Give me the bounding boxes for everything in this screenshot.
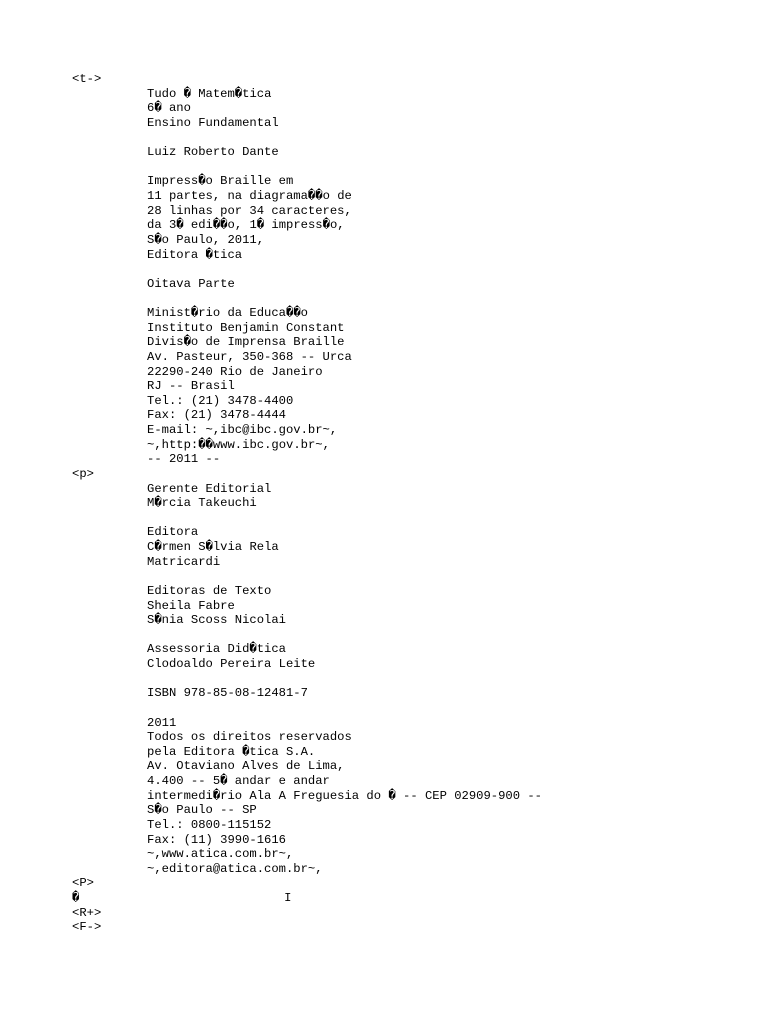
text-line: Av. Pasteur, 350-368 -- Urca (147, 349, 352, 364)
text-line: � I (72, 891, 292, 905)
blank-line (72, 628, 752, 643)
text-line: 22290-240 Rio de Janeiro (147, 364, 323, 379)
text-line: Assessoria Did�tica (147, 642, 286, 657)
blank-line (72, 262, 752, 277)
text-line: <P> (72, 876, 94, 891)
text-line: Editora �tica (147, 247, 243, 262)
text-line: Tudo � Matem�tica (147, 86, 272, 101)
text-line: intermedi�rio Ala A Freguesia do � -- CEP 02909-900 -- (147, 788, 542, 803)
text-line: Fax: (21) 3478-4444 (147, 408, 286, 423)
text-line: -- 2011 -- (147, 452, 221, 467)
text-line: pela Editora �tica S.A. (147, 744, 316, 759)
text-line: S�o Paulo, 2011, (147, 232, 265, 247)
text-line: Sheila Fabre (147, 598, 235, 613)
text-line: Fax: (11) 3990-1616 (147, 832, 286, 847)
text-line: Ensino Fundamental (147, 115, 279, 130)
text-line: S�o Paulo -- SP (147, 803, 257, 818)
text-line: RJ -- Brasil (147, 379, 235, 394)
text-line: Minist�rio da Educa��o (147, 306, 308, 320)
text-line: S�nia Scoss Nicolai (147, 613, 286, 628)
document-page (72, 72, 752, 935)
text-line: M�rcia Takeuchi (147, 496, 257, 511)
text-line: <F-> (72, 920, 102, 935)
blank-line (72, 672, 752, 687)
text-line: ~,www.atica.com.br~, (147, 847, 294, 862)
text-line: da 3� edi��o, 1� impress�o, (147, 218, 345, 233)
text-line: Av. Otaviano Alves de Lima, (147, 759, 345, 774)
text-line: ~,http:��www.ibc.gov.br~, (147, 437, 330, 452)
text-line: ISBN 978-85-08-12481-7 (147, 686, 308, 701)
text-line: <t-> (72, 72, 102, 86)
blank-line (72, 291, 752, 306)
text-line: 11 partes, na diagrama��o de (147, 189, 352, 203)
text-line: Editora (147, 525, 199, 540)
blank-line (72, 160, 752, 175)
text-line: Instituto Benjamin Constant (147, 320, 345, 335)
text-line: <p> (72, 466, 94, 481)
blank-line (72, 701, 752, 716)
text-line: E-mail: ~,ibc@ibc.gov.br~, (147, 423, 338, 437)
text-line: Editoras de Texto (147, 583, 272, 598)
text-line: ~,editora@atica.com.br~, (147, 861, 323, 876)
text-line: Luiz Roberto Dante (147, 145, 279, 160)
text-line: Matricardi (147, 554, 221, 569)
text-line: 6� ano (147, 101, 191, 116)
text-line: Tel.: (21) 3478-4400 (147, 393, 294, 408)
text-line: 2011 (147, 715, 177, 730)
text-line: <R+> (72, 905, 102, 920)
blank-line (72, 511, 752, 526)
text-line: Gerente Editorial (147, 481, 272, 496)
blank-line (72, 569, 752, 584)
text-line: C�rmen S�lvia Rela (147, 540, 279, 554)
text-line: 4.400 -- 5� andar e andar (147, 774, 330, 788)
text-line: 28 linhas por 34 caracteres, (147, 203, 352, 218)
text-line: Oitava Parte (147, 276, 235, 291)
blank-line (72, 131, 752, 146)
text-line: Todos os direitos reservados (147, 730, 352, 745)
text-line: Clodoaldo Pereira Leite (147, 657, 316, 671)
text-line: Divis�o de Imprensa Braille (147, 335, 345, 350)
text-line: Tel.: 0800-115152 (147, 817, 272, 832)
text-line: Impress�o Braille em (147, 174, 294, 189)
